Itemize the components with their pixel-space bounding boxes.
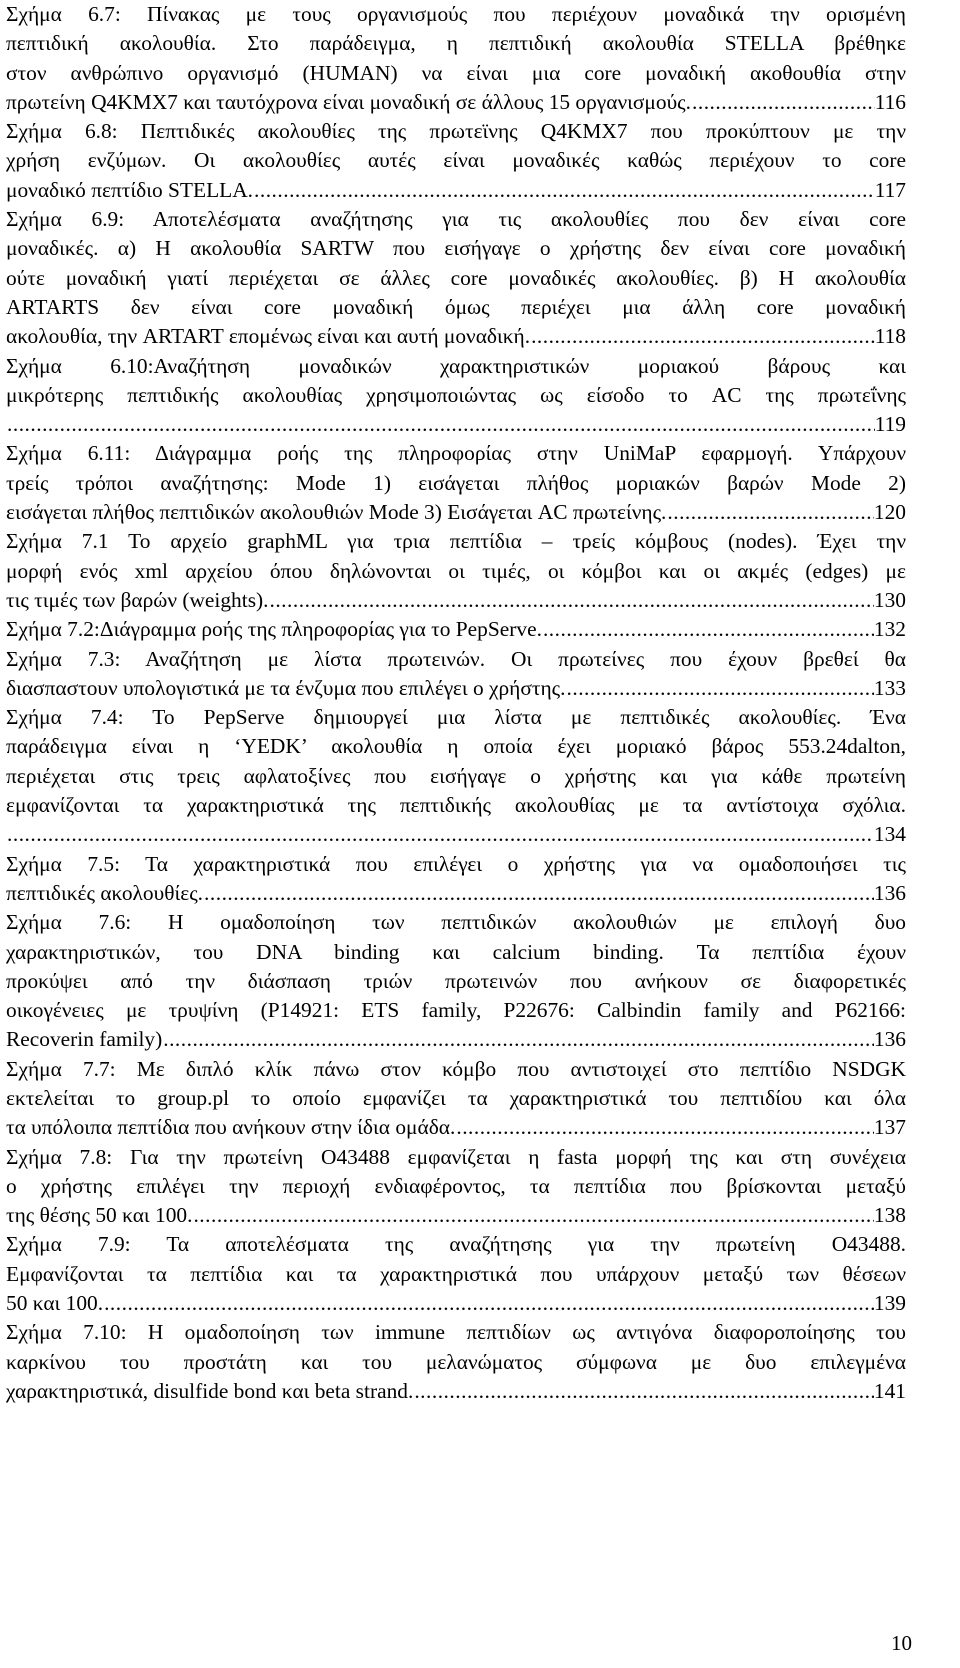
table-of-figures <box>6 0 906 1406</box>
toc-entry-text-line: Σχήμα 7.7: Με διπλό κλίκ πάνω στον κόμβο που αντιστοιχεί στο πεπτίδιο NSDGK <box>6 1056 906 1081</box>
dot-leader <box>542 615 874 644</box>
toc-entry-text-line: Σχήμα 6.9: Αποτελέσματα αναζήτησης για τις ακολουθίες που δεν είναι core <box>6 207 906 232</box>
toc-entry-text-line: μικρότερης πεπτιδικής ακολουθίας χρησιμοποιώντας ως είσοδο το AC της πρωτεΐνης <box>6 382 906 407</box>
dot-leader <box>6 410 875 439</box>
toc-entry-text-line: χρήση ενζύμων. Οι ακολουθίες αυτές είναι μοναδικές καθώς περιέχουν το core <box>6 148 906 173</box>
toc-entry[interactable] <box>6 1055 906 1143</box>
dot-leader <box>530 322 875 351</box>
dot-leader <box>192 1201 873 1230</box>
toc-entry[interactable] <box>6 850 906 909</box>
toc-entry-text-line: ούτε μοναδική γιατί περιέχεται σε άλλες core μοναδικές ακολουθίες. β) Η ακολουθία <box>6 265 906 290</box>
toc-entry-text-line: μορφή ενός xml αρχείου όπου δηλώνονται οι τιμές, οι κόμβοι και οι ακμές (edges) με <box>6 558 906 583</box>
toc-entry-text-line: στον ανθρώπινο οργανισμό (HUMAN) να είναι μια core μοναδική ακοθουθία στην <box>6 60 906 85</box>
toc-entry-text-line: Σχήμα 7.3: Αναζήτηση με λίστα πρωτεινών. Οι πρωτείνες που έχουν βρεθεί θα <box>6 646 906 671</box>
toc-entry[interactable] <box>6 117 906 205</box>
toc-entry[interactable] <box>6 703 906 849</box>
toc-entry[interactable] <box>6 205 906 351</box>
toc-entry-text-line: διασπαστουν υπολογιστικά με τα ένζυμα που επιλέγει ο χρήστης. <box>6 675 566 700</box>
toc-entry-last-line <box>6 88 906 117</box>
toc-page-number[interactable]: 137 <box>873 1115 906 1140</box>
toc-entry-text-line: Σχήμα 6.7: Πίνακας με τους οργανισμούς που περιέχουν μοναδικά την ορισμένη <box>6 2 906 26</box>
toc-entry-text-line: οικογένειες με τρυψίνη (P14921: ETS family, P22676: Calbindin family and P62166: <box>6 998 906 1023</box>
toc-entry-text-line: Σχήμα 7.6: Η ομαδοποίηση των πεπτιδικών ακολουθιών με επιλογή δυο <box>6 910 906 935</box>
dot-leader <box>455 1113 874 1142</box>
toc-entry-text-line: τα υπόλοιπα πεπτίδια που ανήκουν στην ίδια ομάδα. <box>6 1115 456 1140</box>
toc-entry-text-line: Σχήμα 7.10: Η ομαδοποίηση των immune πεπτιδίων ως αντιγόνα διαφοροποίησης του <box>6 1320 906 1345</box>
dot-leader <box>6 820 874 849</box>
dot-leader <box>203 879 874 908</box>
toc-entry-text-line: της θέσης 50 και 100. <box>6 1203 193 1228</box>
toc-entry[interactable] <box>6 615 906 644</box>
toc-entry-last-line <box>6 586 906 615</box>
toc-page-number[interactable]: 136 <box>873 1027 906 1052</box>
toc-page-number[interactable]: 116 <box>874 89 906 114</box>
toc-entry-text-line: Σχήμα 7.8: Για την πρωτείνη O43488 εμφανίζεται η fasta μορφή της και στη συνέχεια <box>6 1144 906 1169</box>
toc-page-number[interactable]: 120 <box>873 500 906 525</box>
toc-entry-last-line <box>6 1289 906 1318</box>
toc-entry-text-line: περιέχεται στις τρεις αφλατοξίνες που εισήγαγε ο χρήστης και για κάθε πρωτείνη <box>6 763 906 788</box>
toc-entry[interactable] <box>6 1143 906 1231</box>
dot-leader <box>691 88 875 117</box>
toc-entry-text-line: Σχήμα 7.4: Το PepServe δημιουργεί μια λίστα με πεπτιδικές ακολουθίες. Ένα <box>6 705 906 730</box>
toc-page-number[interactable]: 134 <box>873 822 906 847</box>
toc-entry-text-line: Σχήμα 7.5: Τα χαρακτηριστικά που επιλέγει ο χρήστης για να ομαδοποιήσει τις <box>6 851 906 876</box>
toc-entry-text-line: Σχήμα 7.9: Τα αποτελέσματα της αναζήτησης για την πρωτείνη O43488. <box>6 1232 906 1257</box>
toc-page-number[interactable]: 136 <box>873 880 906 905</box>
dot-leader <box>103 1289 874 1318</box>
toc-page-number[interactable]: 130 <box>873 587 906 612</box>
toc-entry-last-line <box>6 410 906 439</box>
dot-leader <box>413 1377 874 1406</box>
toc-entry-text-line: προκύψει από την διάσπαση τριών πρωτεινών που ανήκουν σε διαφορετικές <box>6 968 906 993</box>
toc-entry[interactable] <box>6 0 906 117</box>
dot-leader <box>162 1025 874 1054</box>
toc-entry-text-line: 50 και 100. <box>6 1291 104 1316</box>
page-number: 10 <box>891 1631 912 1655</box>
toc-entry-last-line <box>6 1201 906 1230</box>
dot-leader <box>253 176 875 205</box>
toc-entry-text-line: Εμφανίζονται τα πεπτίδια και τα χαρακτηριστικά που υπάρχουν μεταξύ των θέσεων <box>6 1261 906 1286</box>
toc-entry-last-line <box>6 322 906 351</box>
toc-entry[interactable] <box>6 908 906 1054</box>
toc-page-number[interactable]: 119 <box>874 412 906 437</box>
toc-entry-text-line: Σχήμα 7.1 Το αρχείο graphML για τρια πεπτίδια – τρείς κόμβους (nodes). Έχει την <box>6 529 906 554</box>
toc-entry-text-line: Recoverin family) <box>6 1027 163 1052</box>
toc-entry-text-line: ακολουθία, την ARTART επομένως είναι και αυτή μοναδική. <box>6 324 531 349</box>
toc-entry-text-line: παράδειγμα είναι η ‘YEDK’ ακολουθία η οποία έχει μοριακό βάρος 553.24dalton, <box>6 734 906 759</box>
toc-entry-last-line <box>6 879 906 908</box>
toc-entry-last-line <box>6 1025 906 1054</box>
toc-entry-last-line <box>6 1377 906 1406</box>
toc-entry-text-line: μοναδικές. α) Η ακολουθία SARTW που εισήγαγε ο χρήστης δεν είναι core μοναδική <box>6 236 906 261</box>
toc-page-number[interactable]: 133 <box>873 675 906 700</box>
toc-page-number[interactable]: 138 <box>873 1203 906 1228</box>
toc-entry-text-line: εισάγεται πλήθος πεπτιδικών ακολουθιών Mode 3) Εισάγεται AC πρωτείνης. <box>6 500 667 525</box>
toc-entry-text-line: τρείς τρόποι αναζήτησης: Mode 1) εισάγεται πλήθος μοριακών βαρών Mode 2) <box>6 470 906 495</box>
toc-entry-text-line: χαρακτηριστικά, disulfide bond και beta strand. <box>6 1378 414 1403</box>
toc-entry[interactable] <box>6 1318 906 1406</box>
toc-entry-text-line: πεπτιδικές ακολουθίες. <box>6 880 204 905</box>
toc-entry-text-line: πρωτείνη Q4KMX7 και ταυτόχρονα είναι μοναδική σε άλλους 15 οργανισμούς. <box>6 89 691 114</box>
toc-entry[interactable] <box>6 645 906 704</box>
toc-entry-text-line: πεπτιδική ακολουθία. Στο παράδειγμα, η πεπτιδική ακολουθία STELLA βρέθηκε <box>6 31 906 56</box>
toc-entry-text-line: Σχήμα 6.10:Αναζήτηση μοναδικών χαρακτηριστικών μοριακού βάρους και <box>6 353 906 378</box>
dot-leader <box>566 674 874 703</box>
toc-entry[interactable] <box>6 527 906 615</box>
toc-page-number[interactable]: 118 <box>874 324 906 349</box>
toc-entry[interactable] <box>6 439 906 527</box>
toc-entry-text-line: χαρακτηριστικών, του DNA binding και calcium binding. Τα πεπτίδια έχουν <box>6 939 906 964</box>
dot-leader <box>666 498 874 527</box>
toc-page-number[interactable]: 132 <box>873 617 906 642</box>
toc-entry-text-line: Σχήμα 6.8: Πεπτιδικές ακολουθίες της πρωτεϊνης Q4KMX7 που προκύπτουν με την <box>6 119 906 144</box>
toc-entry-last-line <box>6 176 906 205</box>
toc-entry-last-line <box>6 674 906 703</box>
toc-page-number[interactable]: 117 <box>874 177 906 202</box>
toc-entry-text-line: εκτελείται το group.pl το οποίο εμφανίζει τα χαρακτηριστικά του πεπτιδίου και όλα <box>6 1085 906 1110</box>
toc-entry-text-line: ARTARTS δεν είναι core μοναδική όμως περιέχει μια άλλη core μοναδική <box>6 294 906 319</box>
toc-entry-text-line: τις τιμές των βαρών (weights). <box>6 587 269 612</box>
dot-leader <box>268 586 873 615</box>
toc-entry[interactable] <box>6 1230 906 1318</box>
toc-entry-last-line <box>6 1113 906 1142</box>
toc-entry-text-line: Σχήμα 7.2:Διάγραμμα ροής της πληροφορίας για το PepServe. <box>6 617 542 642</box>
toc-entry-text-line: καρκίνου του προστάτη και του μελανώματος σύμφωνα με δυο επιλεγμένα <box>6 1349 906 1374</box>
toc-entry-text-line: εμφανίζονται τα χαρακτηριστικά της πεπτιδικής ακολουθίας με τα αντίστοιχα σχόλια. <box>6 793 906 818</box>
toc-entry-text-line: Σχήμα 6.11: Διάγραμμα ροής της πληροφορίας στην UniMaP εφαρμογή. Υπάρχουν <box>6 441 906 466</box>
toc-page-number[interactable]: 139 <box>873 1291 906 1316</box>
toc-entry-last-line <box>6 498 906 527</box>
toc-entry[interactable] <box>6 352 906 440</box>
toc-page-number[interactable]: 141 <box>873 1378 906 1403</box>
toc-entry-text-line: μοναδικό πεπτίδιο STELLA. <box>6 177 253 202</box>
toc-entry-last-line <box>6 820 906 849</box>
toc-entry-text-line: ο χρήστης επιλέγει την περιοχή ενδιαφέροντος, τα πεπτίδια που βρίσκονται μεταξύ <box>6 1173 906 1198</box>
toc-entry-last-line <box>6 615 906 644</box>
